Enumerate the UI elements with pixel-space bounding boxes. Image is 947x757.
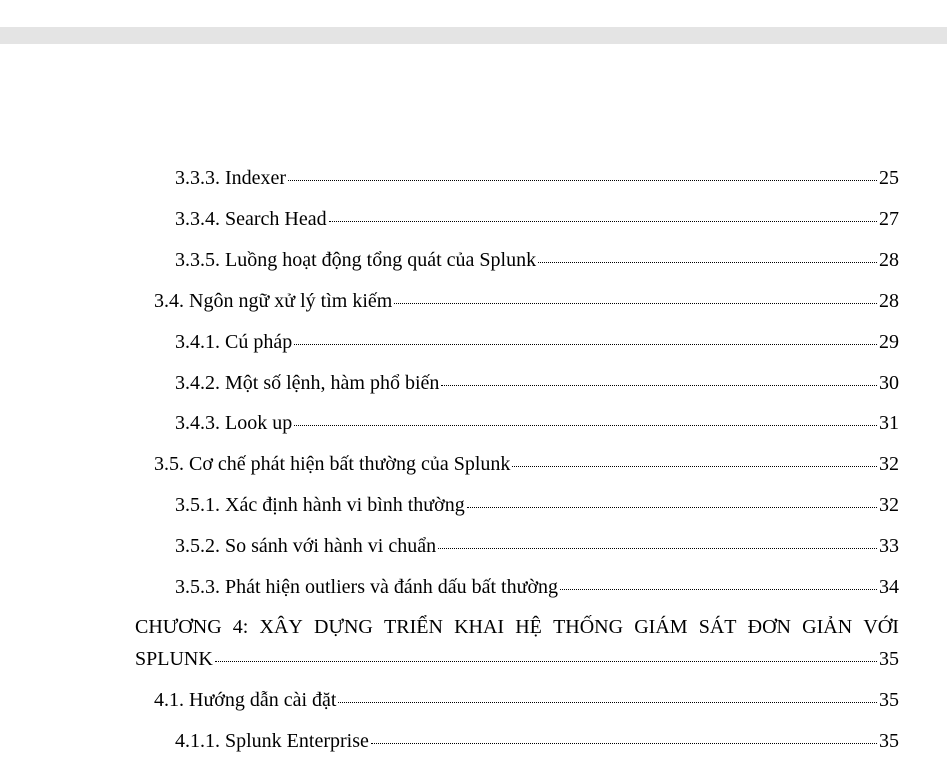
dot-leader <box>294 424 877 426</box>
dot-leader <box>329 220 877 222</box>
chapter-word: HỆ <box>515 616 542 638</box>
viewer-toolbar-strip <box>0 27 947 44</box>
toc-page-number: 33 <box>879 535 899 557</box>
toc-page-number: 28 <box>879 290 899 312</box>
toc-chapter-4-title[interactable] <box>135 615 899 639</box>
toc-page-number: 28 <box>879 249 899 271</box>
toc-entry-3-4-1[interactable] <box>175 330 899 354</box>
dot-leader <box>394 302 877 304</box>
toc-entry-4-1-1[interactable] <box>175 729 899 753</box>
dot-leader <box>441 384 877 386</box>
chapter-word: THỐNG <box>553 616 624 638</box>
toc-page-number: 35 <box>879 648 899 670</box>
toc-entry-3-5-1[interactable] <box>175 493 899 517</box>
toc-page-number: 32 <box>879 453 899 475</box>
toc-page-number: 25 <box>879 167 899 189</box>
document-page <box>0 44 947 757</box>
chapter-word: SÁT <box>698 616 737 638</box>
toc-entry-4-1[interactable] <box>154 688 899 712</box>
chapter-word: GIÁM <box>634 616 688 638</box>
chapter-word: XÂY <box>259 616 303 638</box>
toc-entry-label: SPLUNK <box>135 648 213 670</box>
dot-leader <box>512 465 877 467</box>
toc-entry-label: 3.5.2. So sánh với hành vi chuẩn <box>175 535 437 557</box>
toc-entry-label: 3.4.1. Cú pháp <box>175 331 293 353</box>
dot-leader <box>338 701 877 703</box>
toc-entry-3-4-2[interactable] <box>175 371 899 395</box>
toc-page-number: 35 <box>879 730 899 752</box>
toc-entry-label: 3.4. Ngôn ngữ xử lý tìm kiếm <box>154 290 393 312</box>
chapter-word: TRIỂN <box>384 616 443 638</box>
dot-leader <box>215 660 877 662</box>
toc-page-number: 32 <box>879 494 899 516</box>
chapter-word: 4: <box>232 616 249 638</box>
chapter-word: KHAI <box>454 616 505 638</box>
dot-leader <box>560 588 877 590</box>
dot-leader <box>538 261 877 263</box>
chapter-word: VỚI <box>863 616 899 638</box>
toc-page-number: 29 <box>879 331 899 353</box>
toc-entry-label: 3.5.1. Xác định hành vi bình thường <box>175 494 465 516</box>
toc-entry-3-3-5[interactable] <box>175 248 899 272</box>
dot-leader <box>294 343 877 345</box>
dot-leader <box>467 506 877 508</box>
toc-entry-label: 3.4.3. Look up <box>175 412 293 434</box>
toc-entry-3-4[interactable] <box>154 289 899 313</box>
toc-entry-chapter-4[interactable] <box>135 647 899 671</box>
toc-entry-3-3-4[interactable] <box>175 207 899 231</box>
toc-entry-label: 3.3.5. Luồng hoạt động tổng quát của Splunk <box>175 249 537 271</box>
window-top-margin <box>0 0 947 27</box>
toc-entry-3-3-3[interactable] <box>175 166 899 190</box>
toc-entry-label: 3.3.4. Search Head <box>175 208 327 230</box>
toc-entry-3-5[interactable] <box>154 452 899 476</box>
toc-page-number: 27 <box>879 208 899 230</box>
toc-page-number: 35 <box>879 689 899 711</box>
chapter-word: GIẢN <box>802 616 853 638</box>
toc-entry-label: 3.5.3. Phát hiện outliers và đánh dấu bất thường <box>175 576 559 598</box>
chapter-word: CHƯƠNG <box>135 616 222 638</box>
toc-entry-3-4-3[interactable] <box>175 411 899 435</box>
toc-entry-label: 3.4.2. Một số lệnh, hàm phổ biến <box>175 372 440 394</box>
dot-leader <box>371 742 877 744</box>
toc-page-number: 30 <box>879 372 899 394</box>
toc-entry-label: 3.5. Cơ chế phát hiện bất thường của Splunk <box>154 453 511 475</box>
toc-entry-3-5-3[interactable] <box>175 575 899 599</box>
toc-entry-3-5-2[interactable] <box>175 534 899 558</box>
toc-page-number: 34 <box>879 576 899 598</box>
chapter-word: DỰNG <box>314 616 373 638</box>
chapter-word: ĐƠN <box>747 616 792 638</box>
toc-entry-label: 4.1.1. Splunk Enterprise <box>175 730 369 752</box>
dot-leader <box>288 179 877 181</box>
toc-entry-label: 4.1. Hướng dẫn cài đặt <box>154 689 337 711</box>
dot-leader <box>438 547 877 549</box>
toc-entry-label: 3.3.3. Indexer <box>175 167 287 189</box>
toc-page-number: 31 <box>879 412 899 434</box>
